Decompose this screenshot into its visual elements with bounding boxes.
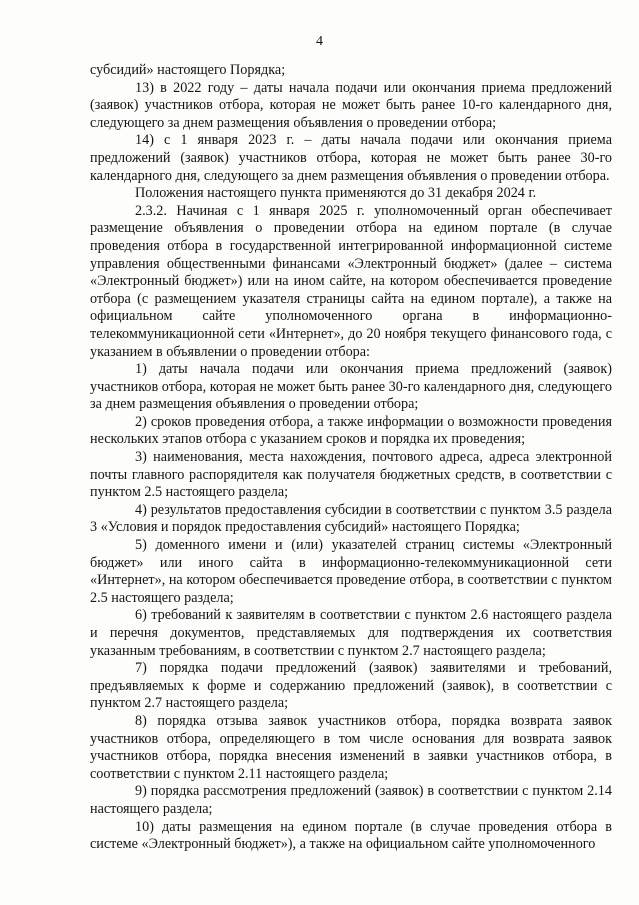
paragraph: Положения настоящего пункта применяются до 31 декабря 2024 г.	[135, 185, 537, 202]
list-item: 3) наименования, места нахождения, почтового адреса, адреса электронной почты главного распорядителя как получателя бюджетных средств, в соответствии с пунктом 2.5 настоящего раздела;	[90, 449, 612, 501]
list-item: 4) результатов предоставления субсидии в соответствии с пунктом 3.5 раздела 3 «Условия и порядок предоставления субсидий» настоящего Порядка;	[90, 501, 612, 536]
document-body	[90, 62, 612, 854]
list-item: 7) порядка подачи предложений (заявок) заявителями и требований, предъявляемых к форме и содержанию предложений (заявок), в соответствии с пунктом 2.7 настоящего раздела;	[90, 660, 612, 712]
paragraph: 13) в 2022 году – даты начала подачи или окончания приема предложений (заявок) участников отбора, которая не может быть ранее 10-го календарного дня, следующего за днем размещения объявления о проведении отбора;	[90, 79, 612, 131]
paragraph: 2.3.2. Начиная с 1 января 2025 г. уполномоченный орган обеспечивает размещение объявления о проведении отбора на едином портале (в случае проведения отбора в государственной интегрированной информационной системе управления общественными финансами «Электронный бюджет» (далее – система «Электронный бюджет») или на ином сайте, на котором обеспечивается проведение отбора (с размещением указателя страницы сайта на едином портале), а также на официальном сайте уполномоченного органа в информационно-телекоммуникационной сети «Интернет», до 20 ноября текущего финансового года, с указанием в объявлении о проведении отбора:	[90, 202, 612, 360]
list-item: 10) даты размещения на едином портале (в случае проведения отбора в системе «Электронный бюджет»), а также на официальном сайте уполномоченного	[90, 818, 612, 853]
paragraph: субсидий» настоящего Порядка;	[90, 62, 286, 78]
page-number: 4	[316, 34, 323, 49]
list-item: 2) сроков проведения отбора, а также информации о возможности проведения нескольких этапов отбора с указанием сроков и порядка их проведения;	[90, 413, 612, 448]
paragraph: 14) с 1 января 2023 г. – даты начала подачи или окончания приема предложений (заявок) участников отбора, которая не может быть ранее 30-го календарного дня, следующего за днем размещения объявления о проведении отбора.	[90, 132, 612, 184]
list-item: 1) даты начала подачи или окончания приема предложений (заявок) участников отбора, которая не может быть ранее 30-го календарного дня, следующего за днем размещения объявления о проведении отбора;	[90, 361, 612, 413]
list-item: 5) доменного имени и (или) указателей страниц системы «Электронный бюджет» или иного сайта в информационно-телекоммуникационной сети «Интернет», на котором обеспечивается проведение отбора, в соответствии с пунктом 2.5 настоящего раздела;	[90, 537, 612, 606]
list-item: 6) требований к заявителям в соответствии с пунктом 2.6 настоящего раздела и перечня документов, представляемых для подтверждения их соответствия указанным требованиям, в соответствии с пунктом 2.7 настоящего раздела;	[90, 607, 612, 659]
list-item: 9) порядка рассмотрения предложений (заявок) в соответствии с пунктом 2.14 настоящего раздела;	[90, 783, 612, 817]
list-item: 8) порядка отзыва заявок участников отбора, порядка возврата заявок участников отбора, определяющего в том числе основания для возврата заявок участников отбора, порядка внесения изменений в заявки участников отбора, в соответствии с пунктом 2.11 настоящего раздела;	[90, 712, 612, 782]
